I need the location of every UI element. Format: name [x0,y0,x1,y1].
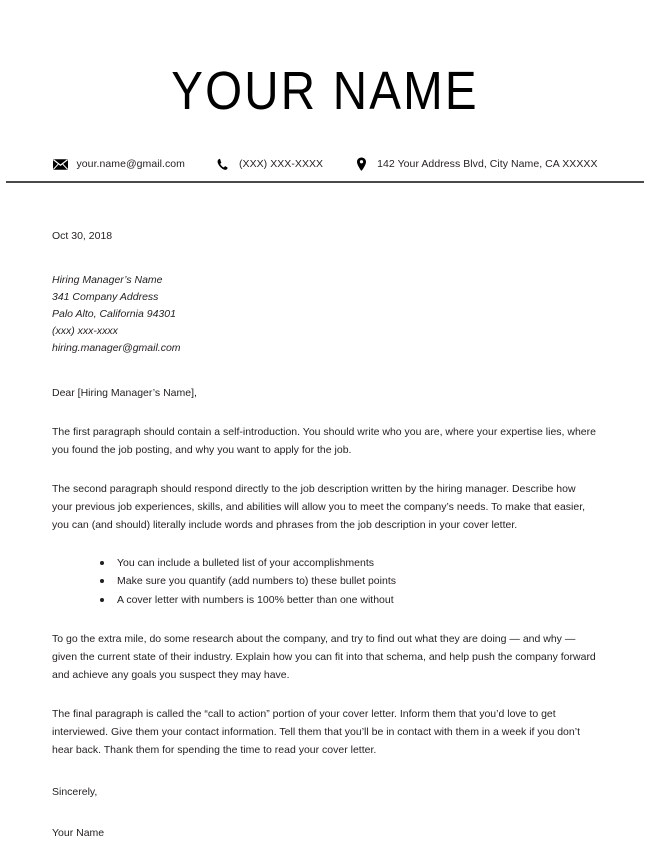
recipient-email: hiring.manager@gmail.com [52,342,181,355]
recipient-city-state-zip: Palo Alto, California 94301 [52,308,176,321]
phone-icon [215,157,231,172]
contact-row [0,157,650,172]
recipient-phone: (xxx) xxx-xxxx [52,325,118,338]
map-pin-icon [353,157,369,172]
recipient-address-block [52,272,598,358]
paragraph-three: To go the extra mile, do some research about the company, and try to find out what they are doing — and why — given the current state of their industry. Explain how you can fit into that schema, and help push the company forward and achieve any goals you suspect they may have. [52,632,596,681]
list-item: You can include a bulleted list of your accomplishments [100,554,598,572]
contact-email-text: your.name@gmail.com [76,157,185,170]
closing-salutation: Sincerely, [52,785,98,798]
signature-name: Your Name [52,826,105,839]
header-divider [6,181,644,183]
envelope-icon [52,157,68,172]
contact-address-text: 142 Your Address Blvd, City Name, CA XXXXX [377,157,598,170]
letterhead [0,0,650,183]
recipient-street: 341 Company Address [52,290,159,303]
paragraph-two: The second paragraph should respond directly to the job description written by the hiring manager. Describe how your previous job experiences, skills, and abilities will allow you to meet the company’s needs. To make that easier, you can (and should) literally include words and phrases from the job description in your cover letter. [52,483,586,532]
letter-date: Oct 30, 2018 [52,229,113,242]
page-title: YOUR NAME [171,61,479,122]
contact-item-phone [215,157,323,172]
contact-item-email [52,157,184,172]
recipient-name: Hiring Manager’s Name [52,273,163,286]
list-item: A cover letter with numbers is 100% better than one without [100,591,598,609]
salutation: Dear [Hiring Manager’s Name], [52,387,197,400]
paragraph-four: The final paragraph is called the “call to action” portion of your cover letter. Inform them that you’d love to get interviewed. Give them your contact information. Tell them that you’ll be in contact with them in a week if you don’t hear back. Thank them for spending the time to read your cover letter. [52,707,580,756]
accomplishments-list [52,554,598,608]
contact-item-address [353,157,597,172]
paragraph-one: The first paragraph should contain a self-introduction. You should write who you are, where your expertise lies, where you found the job posting, and why you want to apply for the job. [52,426,596,457]
list-item: Make sure you quantify (add numbers to) these bullet points [100,572,598,590]
contact-phone-text: (XXX) XXX-XXXX [238,157,324,170]
letter-body [0,229,650,842]
